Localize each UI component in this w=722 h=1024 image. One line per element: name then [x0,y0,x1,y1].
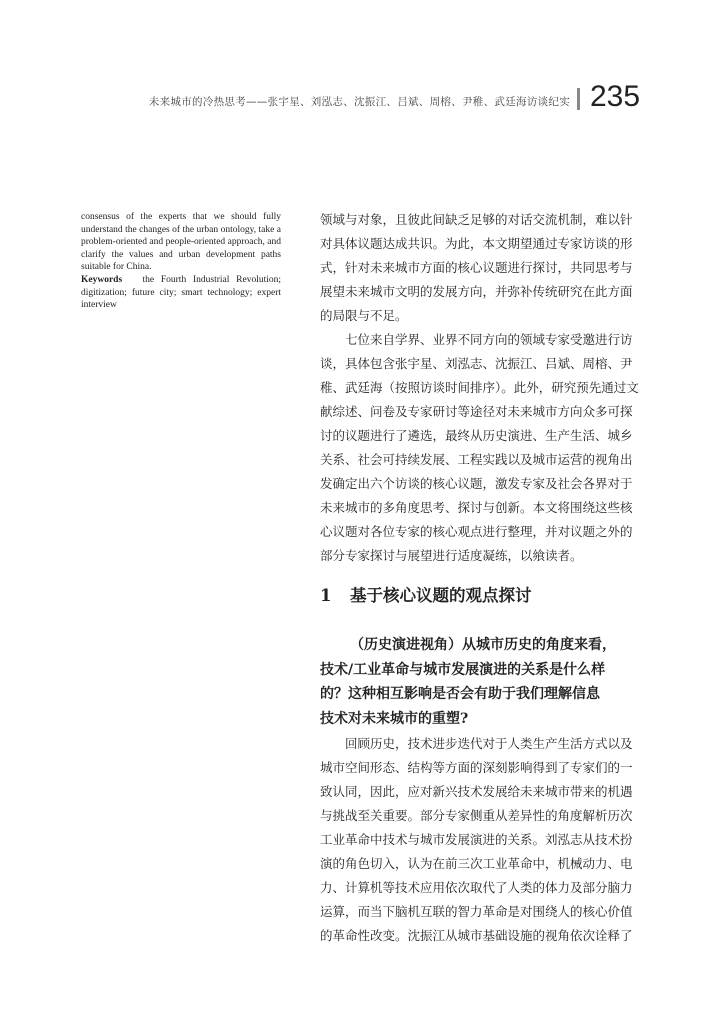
keywords-label: Keywords [81,274,123,285]
section-number: 1 [320,586,332,605]
question-line: 的？这种相互影响是否会有助于我们理解信息 [320,686,600,702]
abstract-text: consensus of the experts that we should fully understand the changes of the urban ontology, take a problem-oriented and people-oriented approach, and clarify the values and urban development paths suitable for China. [81,212,281,273]
text-line: 心议题对各位专家的核心观点进行整理，并对议题之外的 [320,524,633,539]
text-line: 七位来自学界、业界不同方向的领域专家受邀进行访 [345,332,633,347]
interview-question [320,633,642,731]
text-line: 力、计算机等技术应用依次取代了人类的体力及部分脑力 [320,880,633,895]
text-line: 式，针对未来城市方面的核心议题进行探讨，共同思考与 [320,260,633,275]
keywords-text: the Fourth Industrial Revolution; digitization; future city; smart technology; expert interview [81,274,282,311]
keywords-line [81,274,281,312]
text-line: 演的角色切入，认为在前三次工业革命中，机械动力、电 [320,856,633,871]
intro-body [320,208,642,568]
running-title: 未来城市的冷热思考——张宇星、刘泓志、沈振江、吕斌、周榕、尹稚、武廷海访谈纪实 [148,96,570,108]
answer-body [320,732,642,948]
text-line: 部分专家探讨与展望进行适度凝练，以飨读者。 [320,548,583,563]
text-line: 展望未来城市文明的发展方向，并弥补传统研究在此方面 [320,284,633,299]
text-line: 与挑战至关重要。部分专家侧重从差异性的角度解析历次 [320,808,633,823]
text-line: 的局限与不足。 [320,308,408,323]
intro-paragraph-2 [320,328,642,568]
running-header [0,80,722,120]
text-line: 稚、武廷海（按照访谈时间排序）。此外，研究预先通过文 [320,380,639,395]
question-line: （历史演进视角）从城市历史的角度来看， [350,637,616,653]
text-line: 致认同，因此，应对新兴技术发展给未来城市带来的机遇 [320,784,633,799]
text-line: 城市空间形态、结构等方面的深刻影响得到了专家们的一 [320,760,633,775]
text-line: 献综述、问卷及专家研讨等途径对未来城市方向众多可探 [320,404,633,419]
text-line: 发确定出六个访谈的核心议题，激发专家及社会各界对于 [320,476,633,491]
text-line: 运算，而当下脑机互联的智力革命是对围绕人的核心价值 [320,904,633,919]
text-line: 未来城市的多角度思考、探讨与创新。本文将围绕这些核 [320,500,633,515]
english-abstract [81,211,281,312]
text-line: 回顾历史，技术进步迭代对于人类生产生活方式以及 [345,736,633,751]
question-line: 技术对未来城市的重塑? [320,710,469,727]
header-divider [577,88,580,110]
text-line: 谈，具体包含张宇星、刘泓志、沈振江、吕斌、周榕、尹 [320,356,633,371]
text-line: 领域与对象，且彼此间缺乏足够的对话交流机制，难以针 [320,212,633,227]
text-line: 对具体议题达成共识。为此，本文期望通过专家访谈的形 [320,236,633,251]
section-heading [320,582,642,606]
text-line: 关系、社会可持续发展、工程实践以及城市运营的视角出 [320,452,633,467]
intro-paragraph-1 [320,208,642,328]
text-line: 工业革命中技术与城市发展演进的关系。刘泓志从技术扮 [320,832,633,847]
text-line: 的革命性改变。沈振江从城市基础设施的视角依次诠释了 [320,928,633,943]
section-title-text: 基于核心议题的观点探讨 [350,586,532,605]
text-line: 讨的议题进行了遴选，最终从历史演进、生产生活、城乡 [320,428,633,443]
question-line: 技术/工业革命与城市发展演进的关系是什么样 [320,661,606,678]
page-number: 235 [590,80,641,113]
